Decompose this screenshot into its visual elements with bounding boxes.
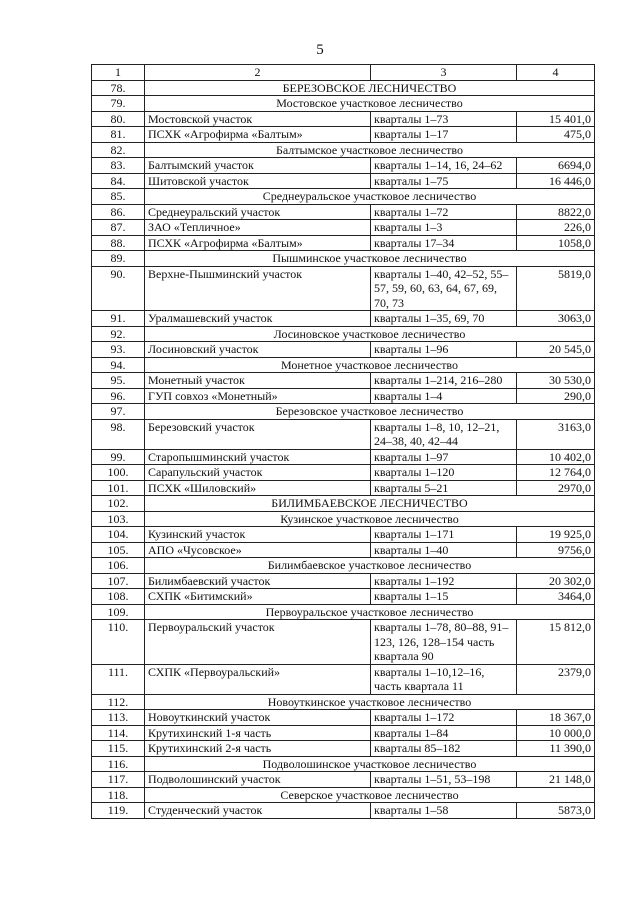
plot-name: Балтымский участок: [145, 158, 371, 174]
table-row: [92, 527, 595, 543]
plot-name: Уралмашевский участок: [145, 311, 371, 327]
plot-name: ЗАО «Тепличное»: [145, 220, 371, 236]
row-number: 101.: [92, 480, 145, 496]
row-number: 81.: [92, 127, 145, 143]
quarters: кварталы 1–15: [371, 589, 517, 605]
area-value: 3163,0: [517, 419, 595, 449]
plot-name: ПСХК «Агрофирма «Балтым»: [145, 235, 371, 251]
row-number: 105.: [92, 542, 145, 558]
column-number-4: 4: [517, 65, 595, 81]
table-row: [92, 173, 595, 189]
quarters: кварталы 1–14, 16, 24–62: [371, 158, 517, 174]
area-value: 475,0: [517, 127, 595, 143]
table-row: [92, 772, 595, 788]
plot-name: СХПК «Битимский»: [145, 589, 371, 605]
plot-name: Березовский участок: [145, 419, 371, 449]
section-row: [92, 511, 595, 527]
area-value: 2379,0: [517, 664, 595, 694]
section-row: [92, 496, 595, 512]
quarters: кварталы 1–120: [371, 465, 517, 481]
table-row: [92, 266, 595, 311]
table-row: [92, 573, 595, 589]
plot-name: ГУП совхоз «Монетный»: [145, 388, 371, 404]
quarters: кварталы 1–72: [371, 204, 517, 220]
row-number: 107.: [92, 573, 145, 589]
quarters: кварталы 1–58: [371, 803, 517, 819]
row-number: 84.: [92, 173, 145, 189]
plot-name: Кузинский участок: [145, 527, 371, 543]
plot-name: Среднеуральский участок: [145, 204, 371, 220]
section-title: Березовское участковое лесничество: [145, 404, 595, 420]
table-row: [92, 449, 595, 465]
row-number: 83.: [92, 158, 145, 174]
section-title: Лосиновское участковое лесничество: [145, 326, 595, 342]
section-title: Билимбаевское участковое лесничество: [145, 558, 595, 574]
table-row: [92, 235, 595, 251]
area-value: 20 302,0: [517, 573, 595, 589]
quarters: кварталы 1–78, 80–88, 91–123, 126, 128–154 часть квартала 90: [371, 620, 517, 665]
quarters: кварталы 1–192: [371, 573, 517, 589]
quarters: кварталы 5–21: [371, 480, 517, 496]
quarters: кварталы 1–172: [371, 710, 517, 726]
section-title: Балтымское участковое лесничество: [145, 142, 595, 158]
row-number: 113.: [92, 710, 145, 726]
plot-name: Студенческий участок: [145, 803, 371, 819]
section-row: [92, 404, 595, 420]
section-title: Первоуральское участковое лесничество: [145, 604, 595, 620]
table-row: [92, 158, 595, 174]
quarters: кварталы 1–51, 53–198: [371, 772, 517, 788]
header-row: [92, 65, 595, 81]
section-row: [92, 558, 595, 574]
row-number: 115.: [92, 741, 145, 757]
table-row: [92, 311, 595, 327]
quarters: кварталы 1–73: [371, 111, 517, 127]
section-title: Новоуткинское участковое лесничество: [145, 694, 595, 710]
area-value: 2970,0: [517, 480, 595, 496]
section-title: БЕРЕЗОВСКОЕ ЛЕСНИЧЕСТВО: [145, 80, 595, 96]
quarters: кварталы 1–3: [371, 220, 517, 236]
section-title: Пышминское участковое лесничество: [145, 251, 595, 267]
column-number-2: 2: [145, 65, 371, 81]
quarters: кварталы 1–40: [371, 542, 517, 558]
area-value: 15 812,0: [517, 620, 595, 665]
row-number: 82.: [92, 142, 145, 158]
section-row: [92, 326, 595, 342]
row-number: 85.: [92, 189, 145, 205]
area-value: 1058,0: [517, 235, 595, 251]
quarters: кварталы 1–171: [371, 527, 517, 543]
area-value: 10 402,0: [517, 449, 595, 465]
row-number: 116.: [92, 756, 145, 772]
plot-name: Старопышминский участок: [145, 449, 371, 465]
area-value: 15 401,0: [517, 111, 595, 127]
row-number: 94.: [92, 357, 145, 373]
row-number: 99.: [92, 449, 145, 465]
section-row: [92, 694, 595, 710]
area-value: 290,0: [517, 388, 595, 404]
section-title: Мостовское участковое лесничество: [145, 96, 595, 112]
section-title: Подволошинское участковое лесничество: [145, 756, 595, 772]
row-number: 92.: [92, 326, 145, 342]
table-row: [92, 465, 595, 481]
quarters: кварталы 1–17: [371, 127, 517, 143]
area-value: 11 390,0: [517, 741, 595, 757]
section-title: Северское участковое лесничество: [145, 787, 595, 803]
row-number: 89.: [92, 251, 145, 267]
quarters: кварталы 1–40, 42–52, 55–57, 59, 60, 63, 64, 67, 69, 70, 73: [371, 266, 517, 311]
table-row: [92, 725, 595, 741]
section-row: [92, 80, 595, 96]
row-number: 106.: [92, 558, 145, 574]
area-value: 16 446,0: [517, 173, 595, 189]
area-value: 3464,0: [517, 589, 595, 605]
plot-name: Новоуткинский участок: [145, 710, 371, 726]
area-value: 9756,0: [517, 542, 595, 558]
section-row: [92, 96, 595, 112]
plot-name: Монетный участок: [145, 373, 371, 389]
quarters: кварталы 1–214, 216–280: [371, 373, 517, 389]
row-number: 93.: [92, 342, 145, 358]
area-value: 10 000,0: [517, 725, 595, 741]
section-row: [92, 142, 595, 158]
quarters: кварталы 1–75: [371, 173, 517, 189]
plot-name: Первоуральский участок: [145, 620, 371, 665]
table-row: [92, 664, 595, 694]
section-row: [92, 189, 595, 205]
row-number: 88.: [92, 235, 145, 251]
quarters: кварталы 1–8, 10, 12–21, 24–38, 40, 42–44: [371, 419, 517, 449]
area-value: 8822,0: [517, 204, 595, 220]
area-value: 30 530,0: [517, 373, 595, 389]
row-number: 78.: [92, 80, 145, 96]
row-number: 119.: [92, 803, 145, 819]
quarters: кварталы 85–182: [371, 741, 517, 757]
plot-name: Крутихинский 1-я часть: [145, 725, 371, 741]
row-number: 112.: [92, 694, 145, 710]
quarters: кварталы 17–34: [371, 235, 517, 251]
table-row: [92, 127, 595, 143]
row-number: 110.: [92, 620, 145, 665]
row-number: 97.: [92, 404, 145, 420]
section-row: [92, 604, 595, 620]
plot-name: АПО «Чусовское»: [145, 542, 371, 558]
row-number: 90.: [92, 266, 145, 311]
table-row: [92, 542, 595, 558]
forestry-table-body: [92, 65, 595, 819]
table-row: [92, 741, 595, 757]
table-row: [92, 419, 595, 449]
row-number: 117.: [92, 772, 145, 788]
plot-name: ПСХК «Шиловский»: [145, 480, 371, 496]
row-number: 86.: [92, 204, 145, 220]
area-value: 21 148,0: [517, 772, 595, 788]
plot-name: Верхне-Пышминский участок: [145, 266, 371, 311]
table-row: [92, 480, 595, 496]
section-title: Среднеуральское участковое лесничество: [145, 189, 595, 205]
plot-name: Сарапульский участок: [145, 465, 371, 481]
plot-name: СХПК «Первоуральский»: [145, 664, 371, 694]
quarters: кварталы 1–35, 69, 70: [371, 311, 517, 327]
row-number: 87.: [92, 220, 145, 236]
table-row: [92, 620, 595, 665]
table-row: [92, 373, 595, 389]
section-title: Кузинское участковое лесничество: [145, 511, 595, 527]
table-row: [92, 589, 595, 605]
area-value: 5819,0: [517, 266, 595, 311]
plot-name: Мостовской участок: [145, 111, 371, 127]
plot-name: ПСХК «Агрофирма «Балтым»: [145, 127, 371, 143]
row-number: 103.: [92, 511, 145, 527]
row-number: 98.: [92, 419, 145, 449]
area-value: 18 367,0: [517, 710, 595, 726]
plot-name: Билимбаевский участок: [145, 573, 371, 589]
table-row: [92, 388, 595, 404]
quarters: кварталы 1–10,12–16, часть квартала 11: [371, 664, 517, 694]
row-number: 118.: [92, 787, 145, 803]
row-number: 104.: [92, 527, 145, 543]
quarters: кварталы 1–4: [371, 388, 517, 404]
row-number: 96.: [92, 388, 145, 404]
area-value: 12 764,0: [517, 465, 595, 481]
section-row: [92, 756, 595, 772]
column-number-3: 3: [371, 65, 517, 81]
table-row: [92, 204, 595, 220]
quarters: кварталы 1–97: [371, 449, 517, 465]
row-number: 111.: [92, 664, 145, 694]
area-value: 20 545,0: [517, 342, 595, 358]
section-row: [92, 251, 595, 267]
row-number: 91.: [92, 311, 145, 327]
row-number: 108.: [92, 589, 145, 605]
area-value: 226,0: [517, 220, 595, 236]
table-row: [92, 803, 595, 819]
forestry-table: [91, 64, 595, 819]
plot-name: Крутихинский 2-я часть: [145, 741, 371, 757]
quarters: кварталы 1–96: [371, 342, 517, 358]
area-value: 5873,0: [517, 803, 595, 819]
area-value: 6694,0: [517, 158, 595, 174]
area-value: 3063,0: [517, 311, 595, 327]
row-number: 109.: [92, 604, 145, 620]
row-number: 79.: [92, 96, 145, 112]
section-title: Монетное участковое лесничество: [145, 357, 595, 373]
column-number-1: 1: [92, 65, 145, 81]
area-value: 19 925,0: [517, 527, 595, 543]
plot-name: Лосиновский участок: [145, 342, 371, 358]
plot-name: Подволошинский участок: [145, 772, 371, 788]
table-row: [92, 710, 595, 726]
row-number: 95.: [92, 373, 145, 389]
row-number: 80.: [92, 111, 145, 127]
table-row: [92, 111, 595, 127]
plot-name: Шитовской участок: [145, 173, 371, 189]
row-number: 102.: [92, 496, 145, 512]
section-row: [92, 787, 595, 803]
quarters: кварталы 1–84: [371, 725, 517, 741]
page-number: 5: [316, 42, 324, 58]
section-title: БИЛИМБАЕВСКОЕ ЛЕСНИЧЕСТВО: [145, 496, 595, 512]
row-number: 114.: [92, 725, 145, 741]
row-number: 100.: [92, 465, 145, 481]
section-row: [92, 357, 595, 373]
table-row: [92, 342, 595, 358]
table-row: [92, 220, 595, 236]
